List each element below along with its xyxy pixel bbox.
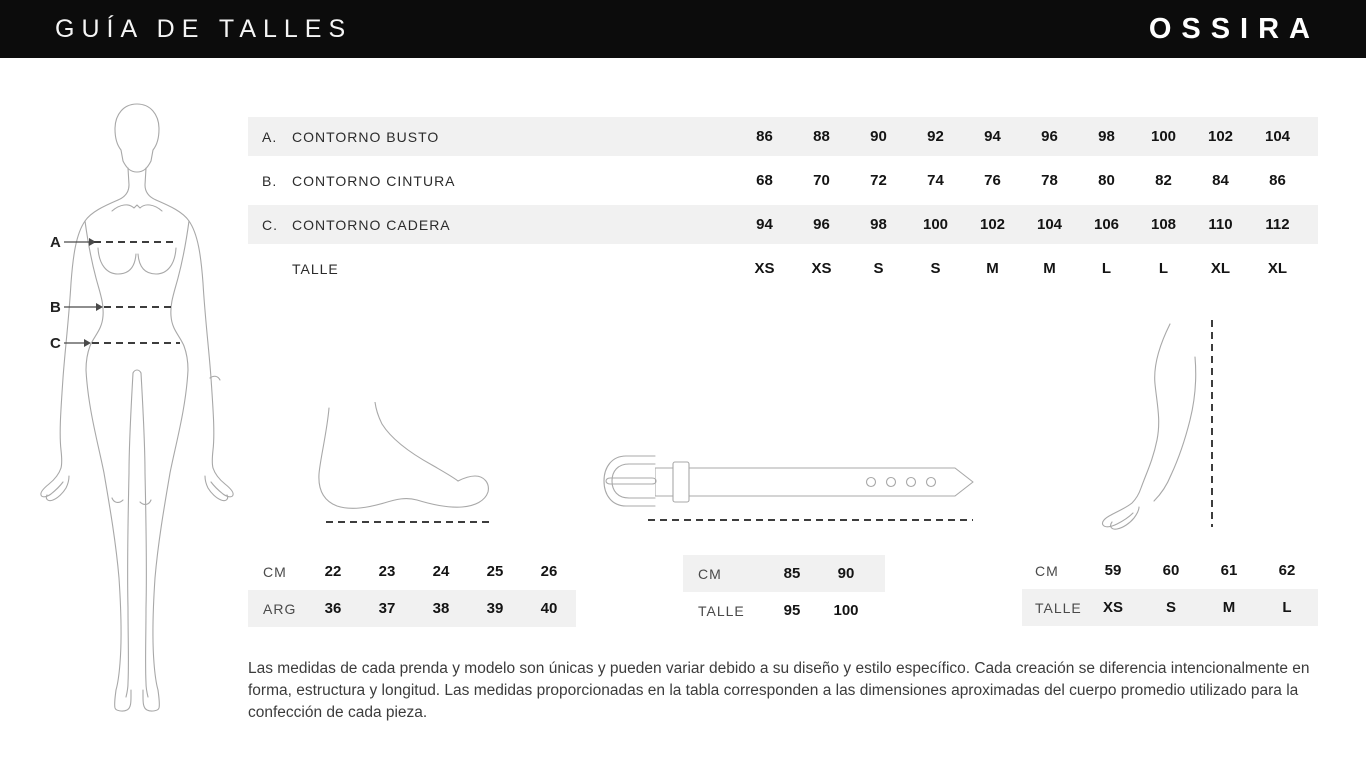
- size-cell: XS: [811, 260, 832, 277]
- size-cell: S: [1165, 599, 1176, 616]
- row-prefix: [262, 261, 292, 277]
- value-cell: 62: [1278, 562, 1296, 579]
- size-cell: XS: [754, 260, 775, 277]
- size-cell: M: [1043, 260, 1056, 277]
- row-label: ARG: [263, 600, 297, 617]
- size-cell: XL: [1267, 260, 1288, 277]
- value-cell: 86: [756, 128, 773, 145]
- value-cell: 94: [756, 216, 773, 233]
- value-cell: 86: [1269, 172, 1286, 189]
- value-cell: 95: [783, 602, 801, 619]
- row-label: CONTORNO CADERA: [292, 216, 451, 233]
- value-cell: 88: [813, 128, 830, 145]
- table-row-cm: [248, 553, 576, 590]
- shoe-size-table: [248, 553, 576, 627]
- value-cell: 106: [1093, 216, 1120, 233]
- row-label: CONTORNO BUSTO: [292, 128, 440, 145]
- marker-a-label: A: [50, 234, 61, 251]
- size-cell: M: [986, 260, 999, 277]
- value-cell: 98: [870, 216, 887, 233]
- value-cell: 90: [870, 128, 887, 145]
- value-cell: 96: [813, 216, 830, 233]
- value-cell: 80: [1098, 172, 1115, 189]
- value-cell: 36: [324, 600, 342, 617]
- size-cell: S: [873, 260, 884, 277]
- sleeve-size-table: [1022, 552, 1318, 626]
- row-label: TALLE: [1035, 599, 1082, 616]
- value-cell: 102: [1207, 128, 1234, 145]
- row-label: TALLE: [292, 260, 339, 277]
- row-label: CM: [698, 565, 722, 582]
- table-row-arg: [248, 590, 576, 627]
- value-cell: 90: [837, 565, 855, 582]
- table-row-bust: [248, 117, 1318, 156]
- value-cell: 38: [432, 600, 450, 617]
- value-cell: 25: [486, 563, 504, 580]
- value-cell: 78: [1041, 172, 1058, 189]
- row-label: TALLE: [698, 602, 745, 619]
- table-row-talle: [1022, 589, 1318, 626]
- value-cell: 104: [1264, 128, 1291, 145]
- value-cell: 61: [1220, 562, 1238, 579]
- measurement-markers: [50, 234, 180, 352]
- value-cell: 100: [922, 216, 949, 233]
- page-title: GUÍA DE TALLES: [55, 14, 353, 43]
- row-prefix: C.: [262, 216, 278, 233]
- value-cell: 22: [324, 563, 342, 580]
- size-measurements-table: [248, 117, 1318, 293]
- size-cell: L: [1158, 260, 1169, 277]
- value-cell: 94: [984, 128, 1001, 145]
- value-cell: 82: [1155, 172, 1172, 189]
- value-cell: 68: [756, 172, 773, 189]
- brand-logo: OSSIRA: [1148, 12, 1320, 45]
- value-cell: 100: [1150, 128, 1177, 145]
- body-figure-illustration: [28, 78, 243, 723]
- row-prefix: B.: [262, 172, 278, 189]
- foot-illustration: [312, 402, 507, 530]
- value-cell: 85: [783, 565, 801, 582]
- value-cell: 98: [1098, 128, 1115, 145]
- size-cell: XS: [1102, 599, 1123, 616]
- value-cell: 84: [1212, 172, 1229, 189]
- table-row-waist: [248, 161, 1318, 200]
- header-bar: [0, 0, 1366, 58]
- value-cell: 59: [1104, 562, 1122, 579]
- value-cell: 70: [813, 172, 830, 189]
- value-cell: 104: [1036, 216, 1063, 233]
- table-row-talle: [683, 592, 885, 629]
- value-cell: 110: [1208, 216, 1233, 233]
- value-cell: 96: [1041, 128, 1058, 145]
- size-cell: XL: [1210, 260, 1231, 277]
- value-cell: 60: [1162, 562, 1180, 579]
- size-cell: L: [1282, 599, 1292, 616]
- table-row-cm: [1022, 552, 1318, 589]
- body-outline: [41, 104, 233, 711]
- value-cell: 72: [870, 172, 887, 189]
- value-cell: 74: [927, 172, 944, 189]
- value-cell: 26: [540, 563, 558, 580]
- value-cell: 92: [927, 128, 944, 145]
- value-cell: 112: [1265, 216, 1290, 233]
- belt-illustration: [598, 450, 978, 525]
- value-cell: 39: [486, 600, 504, 617]
- value-cell: 40: [540, 600, 558, 617]
- row-label: CM: [1035, 562, 1059, 579]
- size-cell: M: [1222, 599, 1236, 616]
- arm-illustration: [1098, 312, 1230, 534]
- table-row-hip: [248, 205, 1318, 244]
- size-cell: L: [1101, 260, 1112, 277]
- measurements-disclaimer: Las medidas de cada prenda y modelo son únicas y pueden variar debido a su diseño y estilo específico. Cada creación se diferencia intencionalmente en forma, estructura y longitud. Las medidas proporcionadas en la tabla corresponden a las dimensiones aproximadas del cuerpo promedio utilizado para la confección de cada pieza.: [248, 660, 1310, 721]
- marker-c-label: C: [50, 335, 61, 352]
- value-cell: 108: [1150, 216, 1177, 233]
- value-cell: 37: [378, 600, 396, 617]
- value-cell: 100: [833, 602, 859, 619]
- value-cell: 102: [979, 216, 1006, 233]
- value-cell: 76: [984, 172, 1001, 189]
- belt-size-table: [683, 555, 885, 629]
- row-prefix: A.: [262, 128, 278, 145]
- marker-b-label: B: [50, 299, 61, 316]
- value-cell: 23: [378, 563, 396, 580]
- size-cell: S: [930, 260, 941, 277]
- table-row-cm: [683, 555, 885, 592]
- row-label: CONTORNO CINTURA: [292, 172, 456, 189]
- table-row-talle: [248, 249, 1318, 288]
- value-cell: 24: [432, 563, 450, 580]
- row-label: CM: [263, 563, 287, 580]
